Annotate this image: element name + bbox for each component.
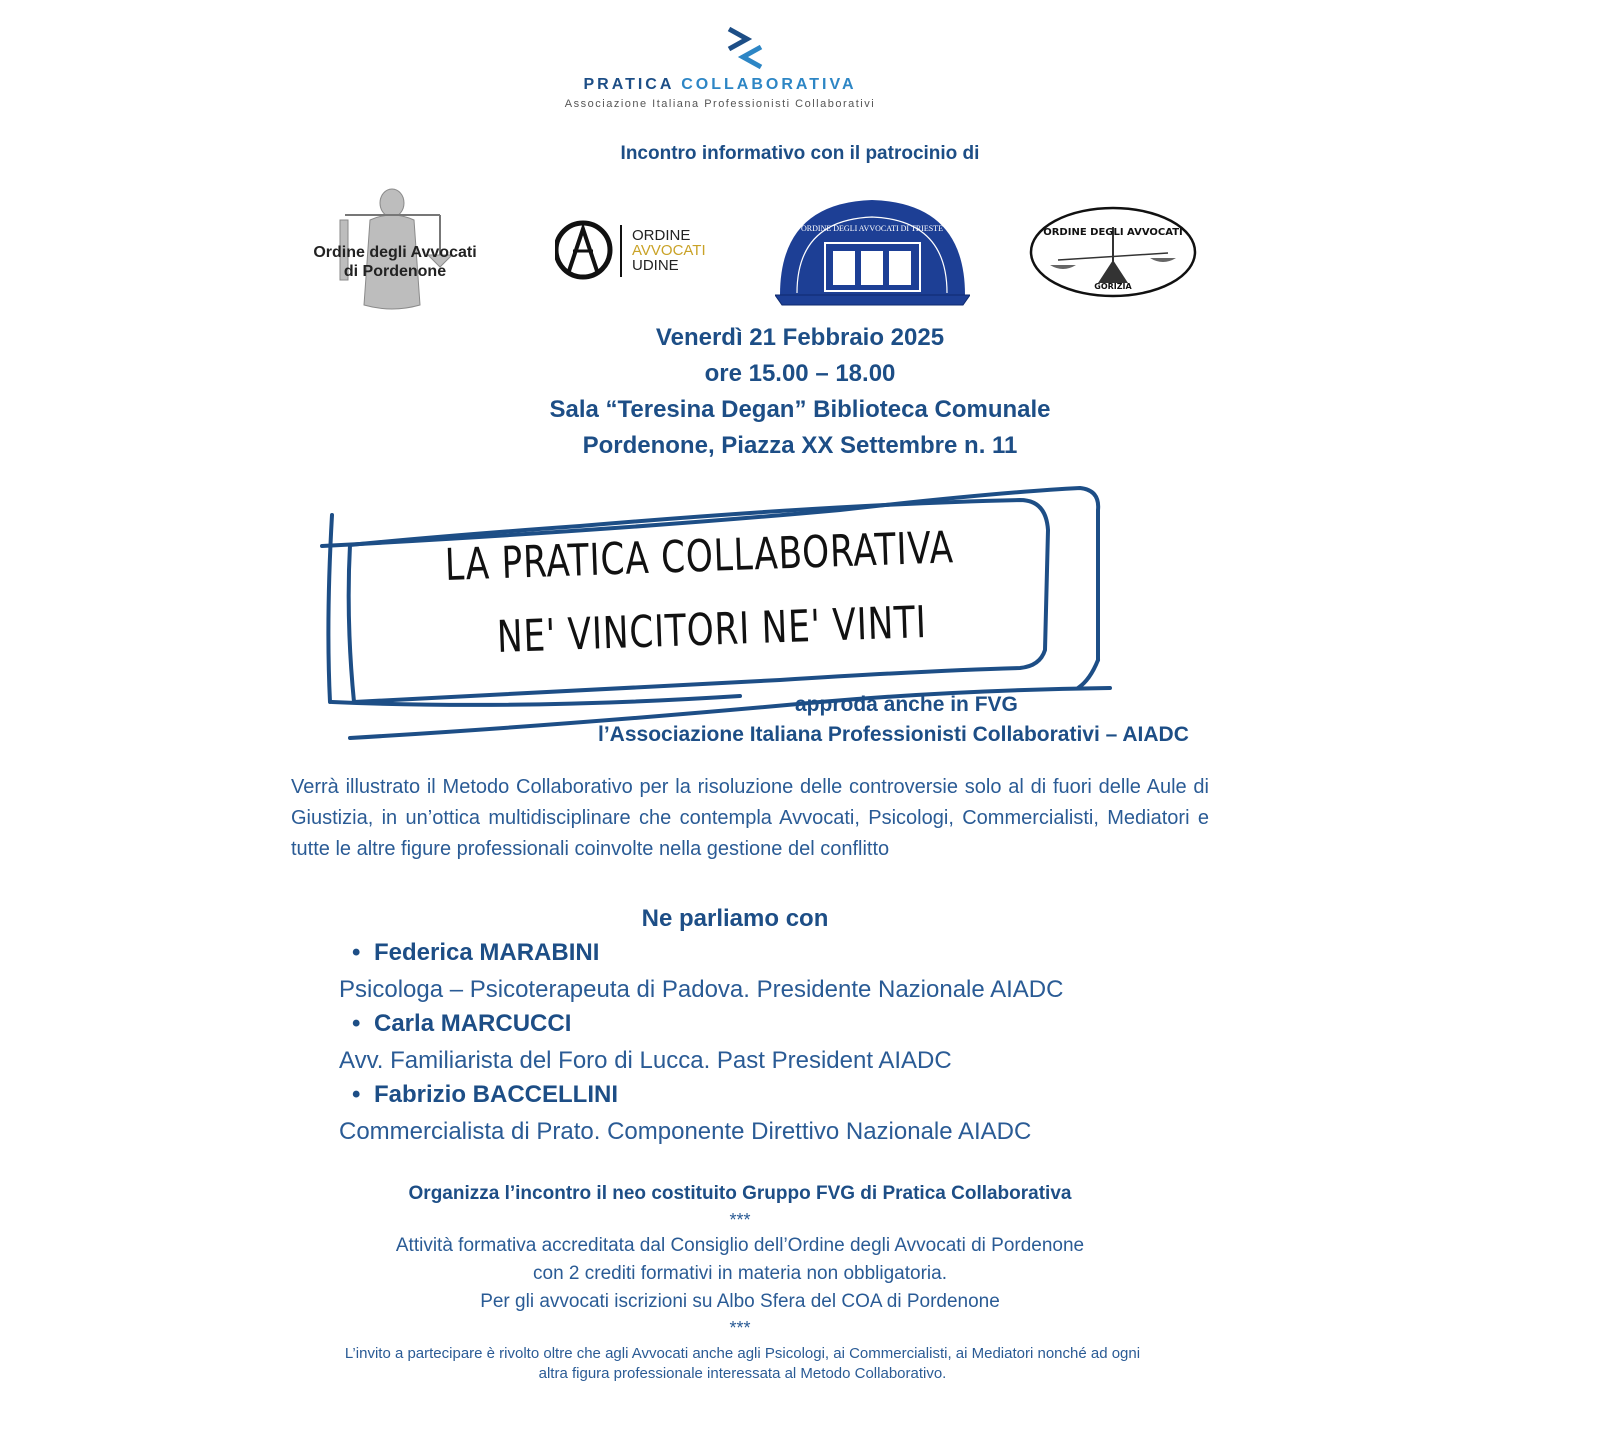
accreditation-line-3: Per gli avvocati iscrizioni su Albo Sfera del COA di Pordenone [480, 1291, 1000, 1312]
organizer-text: Organizza l’incontro il neo costituito Gruppo FVG di Pratica Collaborativa [408, 1183, 1072, 1204]
intro-paragraph: Verrà illustrato il Metodo Collaborativo per la risoluzione delle controversie solo al di fuori delle Aule di Giustizia, in un’ottica multidisciplinare che contempla Avvocati, Psicologi, Commercialisti, Mediatori e tutte le altre figure professionali coinvolte nella gestione del conflitto [291, 776, 1209, 860]
bullet-icon: • [352, 1081, 361, 1108]
udine-logo-text [632, 228, 706, 273]
gorizia-logo-bottom-text: GORIZIA [1094, 282, 1132, 291]
invitation-note [255, 1344, 1230, 1384]
event-place: Sala “Teresina Degan” Biblioteca Comunale [549, 396, 1051, 423]
pordenone-line-2: di Pordenone [343, 263, 447, 280]
event-time: ore 15.00 – 18.00 [704, 360, 896, 387]
pordenone-logo-text [300, 243, 490, 281]
udine-line-3: UDINE [632, 257, 679, 274]
udine-line-1: ORDINE [632, 227, 691, 244]
headline-line-2: NE' VINCITORI NE' VINTI [496, 597, 928, 663]
pordenone-line-1: Ordine degli Avvocati [313, 244, 477, 261]
bullet-icon: • [352, 939, 361, 966]
gorizia-logo-icon [1028, 205, 1198, 300]
accreditation-line-1: Attività formativa accreditata dal Consiglio dell’Ordine degli Avvocati di Pordenone [395, 1235, 1085, 1256]
association-text: l’Associazione Italiana Professionisti Collaborativi – AIADC [598, 723, 1189, 746]
brand-subtitle: Associazione Italiana Professionisti Collaborativi [564, 98, 876, 110]
separator-stars: *** [729, 1318, 751, 1338]
approda-text: approda anche in FVG [795, 693, 1018, 716]
udine-line-2: AVVOCATI [632, 242, 706, 259]
brand-name [520, 76, 920, 94]
invitation-line-1: L’invito a partecipare è rivolto oltre che agli Avvocati anche agli Psicologi, ai Commercialisti, ai Mediatori nonché ad ogni [344, 1345, 1141, 1362]
speaker-name: • Fabrizio BACCELLINI [352, 1081, 618, 1108]
speaker-role: Commercialista di Prato. Componente Direttivo Nazionale AIADC [339, 1118, 1032, 1145]
event-address: Pordenone, Piazza XX Settembre n. 11 [582, 432, 1018, 459]
trieste-logo-icon [775, 195, 970, 307]
patrocinio-heading: Incontro informativo con il patrocinio di [620, 143, 980, 164]
trieste-logo-text: ORDINE DEGLI AVVOCATI DI TRIESTE [801, 224, 943, 233]
accreditation-line-2: con 2 crediti formativi in materia non obbligatoria. [533, 1263, 947, 1284]
speaker-role: Psicologa – Psicoterapeuta di Padova. Presidente Nazionale AIADC [339, 976, 1064, 1003]
bullet-icon: • [352, 1010, 361, 1037]
speaker-name: • Carla MARCUCCI [352, 1010, 572, 1037]
brand-part-2: COLLABORATIVA [681, 76, 857, 93]
invitation-line-2: altra figura professionale interessata al Metodo Collaborativo. [538, 1365, 947, 1382]
pratica-collaborativa-logo-icon [725, 25, 765, 71]
headline-line-1: LA PRATICA COLLABORATIVA [444, 522, 955, 591]
speaker-name: • Federica MARABINI [352, 939, 600, 966]
speakers-title: Ne parliamo con [641, 905, 829, 932]
gorizia-logo-top-text: ORDINE DEGLI AVVOCATI [1043, 227, 1183, 238]
event-date: Venerdì 21 Febbraio 2025 [655, 324, 945, 351]
separator-stars: *** [729, 1210, 751, 1230]
speaker-role: Avv. Familiarista del Foro di Lucca. Past President AIADC [339, 1047, 952, 1074]
brand-part-1: PRATICA [583, 76, 674, 93]
